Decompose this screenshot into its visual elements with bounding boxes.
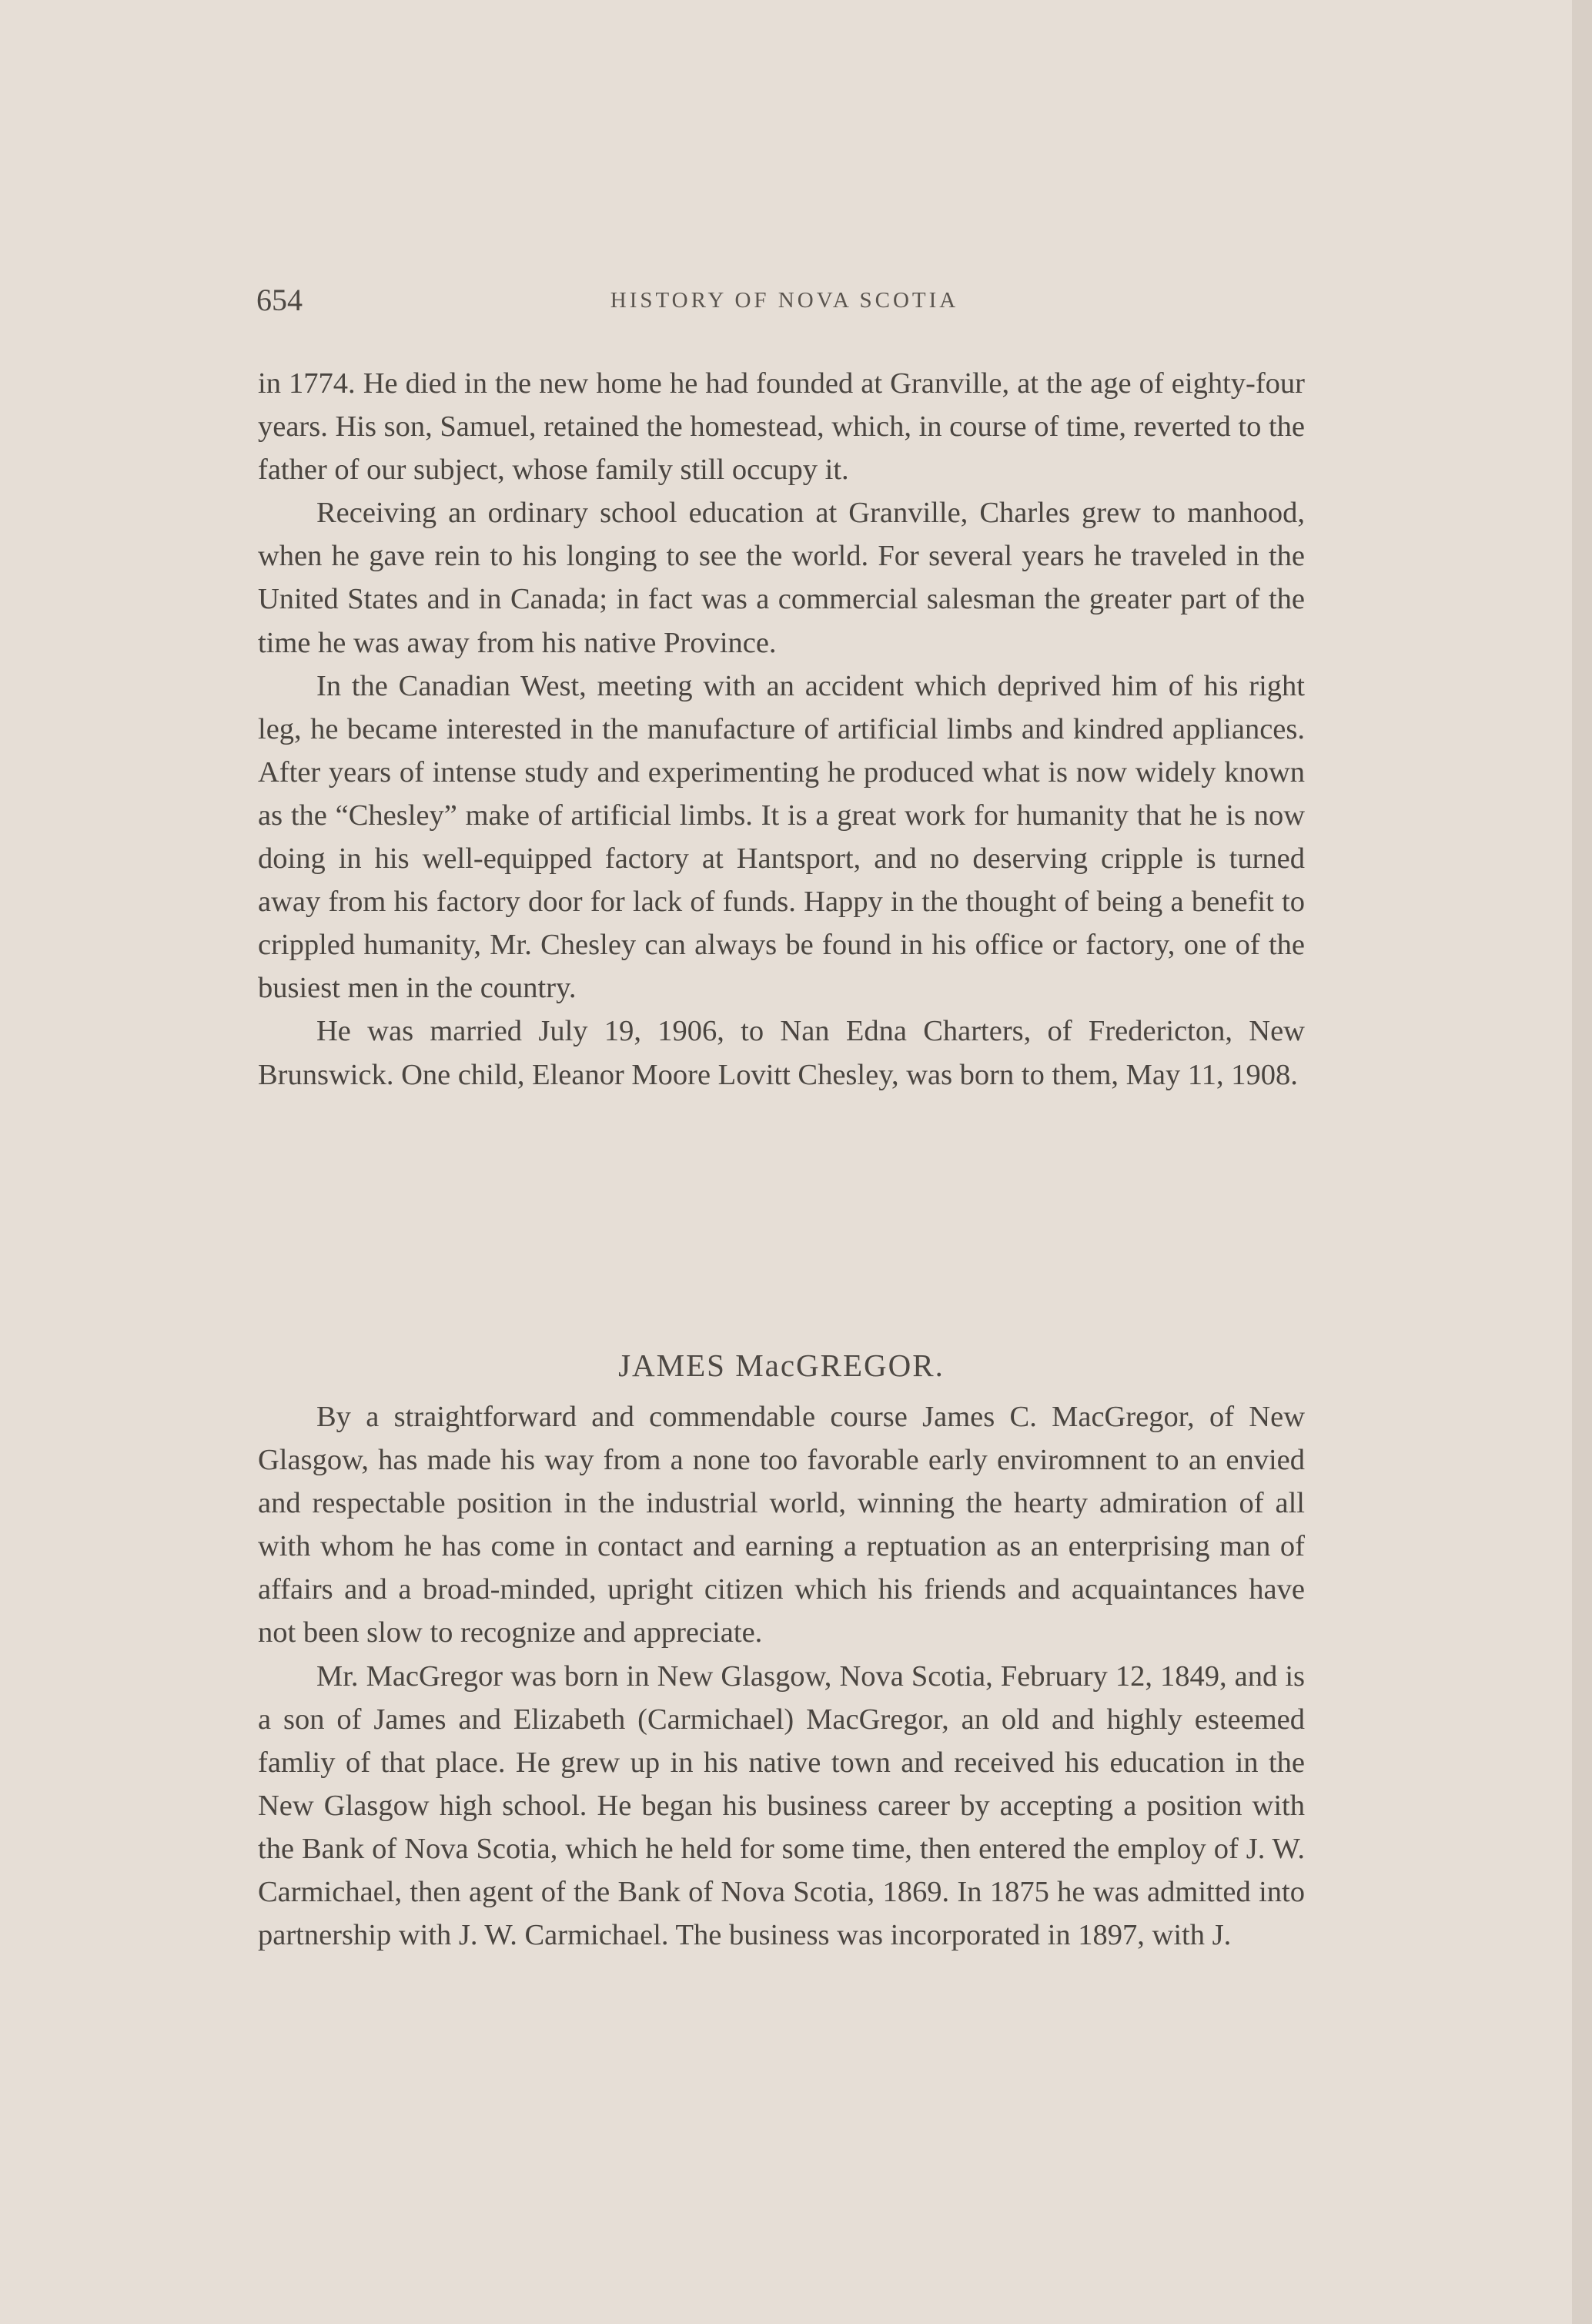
paragraph: in 1774. He died in the new home he had founded at Granville, at the age of eighty-four years. His son, Samuel, retained the homestead, which, in course of time, reverted to the father of our subject, whose family still occupy it.	[258, 367, 1305, 487]
paragraph: He was married July 19, 1906, to Nan Edna Charters, of Fredericton, New Brunswick. One child, Eleanor Moore Lovitt Chesley, was born to them, May 11, 1908.	[258, 1015, 1305, 1091]
biography-macgregor	[258, 1395, 1305, 1957]
paragraph: Receiving an ordinary school education at Granville, Charles grew to manhood, when he gave rein to his longing to see the world. For several years he traveled in the United States and in Canada; in fact was a commercial salesman the greater part of the time he was away from his native Province.	[258, 497, 1305, 659]
page-header	[256, 282, 1313, 328]
running-head: HISTORY OF NOVA SCOTIA	[610, 288, 959, 313]
biography-chesley	[258, 362, 1305, 1097]
paragraph: By a straightforward and commendable course James C. MacGregor, of New Glasgow, has made his way from a none too favorable early enviromnent to an envied and respectable position in the industrial world, winning the hearty admiration of all with whom he has come in contact and earning a reptuation as an enterprising man of affairs and a broad-minded, upright citizen which his friends and acquaintances have not been slow to recognize and appreciate.	[258, 1401, 1305, 1649]
page-number: 654	[256, 283, 303, 317]
section-heading: JAMES MacGREGOR.	[618, 1348, 945, 1383]
paragraph: Mr. MacGregor was born in New Glasgow, Nova Scotia, February 12, 1849, and is a son of James and Elizabeth (Carmichael) MacGregor, an old and highly esteemed famliy of that place. He grew up in his native town and received his education in the New Glasgow high school. He began his business career by accepting a position with the Bank of Nova Scotia, which he held for some time, then entered the employ of J. W. Carmichael, then agent of the Bank of Nova Scotia, 1869. In 1875 he was admitted into partnership with J. W. Carmichael. The business was incorporated in 1897, with J.	[258, 1659, 1305, 1952]
page-edge	[1572, 0, 1592, 2324]
paragraph: In the Canadian West, meeting with an accident which deprived him of his right leg, he became interested in the manufacture of artificial limbs and kindred appliances. After years of intense study and experimenting he produced what is now widely known as the “Chesley” make of artificial limbs. It is a great work for humanity that he is now doing in his well-equipped factory at Hantsport, and no deserving cripple is turned away from his factory door for lack of funds. Happy in the thought of being a benefit to crippled humanity, Mr. Chesley can always be found in his office or factory, one of the busiest men in the country.	[258, 669, 1305, 1005]
